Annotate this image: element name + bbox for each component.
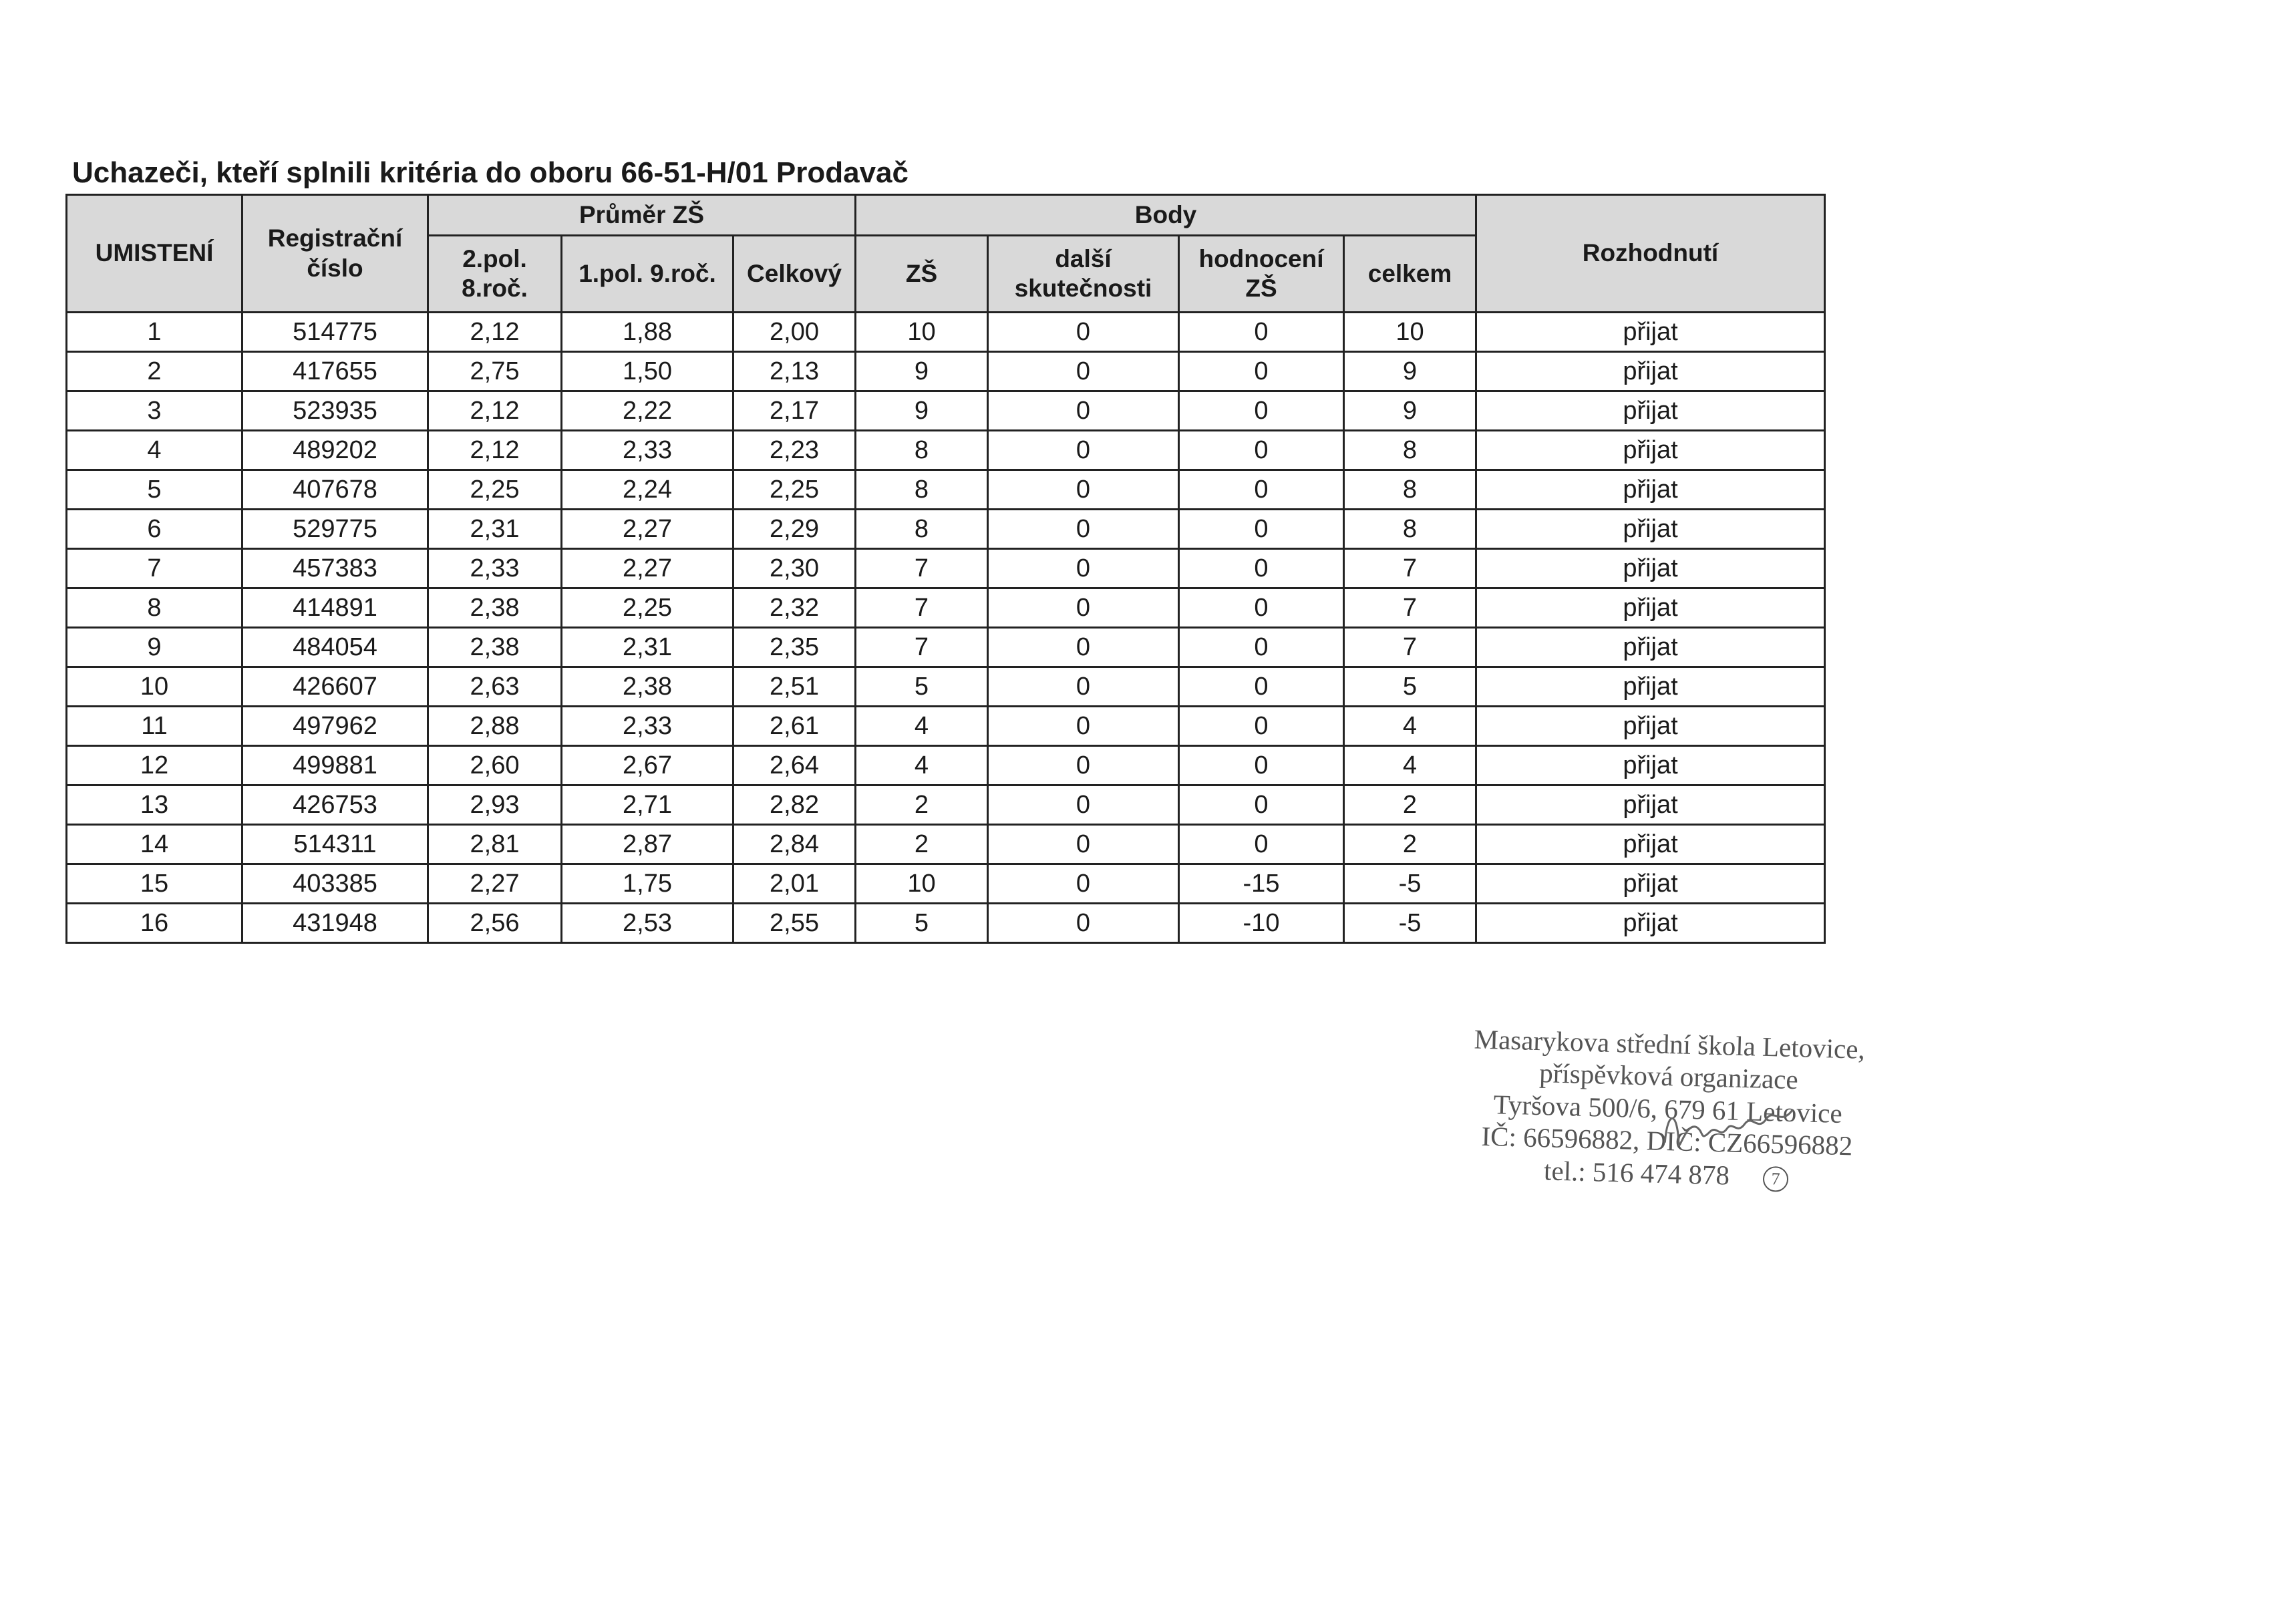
cell-body-zs: 9	[856, 391, 988, 431]
cell-body-zs: 9	[856, 352, 988, 391]
table-row	[67, 549, 1825, 588]
cell-body-dalsi: 0	[988, 825, 1179, 864]
cell-prumer-celkovy: 2,84	[733, 825, 856, 864]
cell-body-celkem: 7	[1344, 628, 1476, 667]
cell-registracni-cislo: 514775	[242, 313, 428, 352]
cell-body-celkem: 4	[1344, 707, 1476, 746]
cell-registracni-cislo: 417655	[242, 352, 428, 391]
cell-body-dalsi: 0	[988, 549, 1179, 588]
admission-results-table	[65, 194, 1826, 944]
cell-rozhodnuti: přijat	[1476, 470, 1825, 510]
cell-prumer-2pol: 2,12	[428, 313, 562, 352]
cell-body-dalsi: 0	[988, 667, 1179, 707]
cell-umisteni: 7	[67, 549, 242, 588]
cell-body-dalsi: 0	[988, 904, 1179, 943]
cell-prumer-1pol: 2,27	[562, 549, 733, 588]
cell-body-hodnoceni: 0	[1179, 510, 1344, 549]
cell-prumer-2pol: 2,75	[428, 352, 562, 391]
table-row	[67, 825, 1825, 864]
cell-prumer-2pol: 2,81	[428, 825, 562, 864]
table-row	[67, 904, 1825, 943]
cell-body-celkem: 8	[1344, 510, 1476, 549]
cell-body-hodnoceni: 0	[1179, 352, 1344, 391]
header-registracni-cislo: Registrační číslo	[242, 195, 428, 313]
cell-registracni-cislo: 514311	[242, 825, 428, 864]
cell-rozhodnuti: přijat	[1476, 785, 1825, 825]
cell-registracni-cislo: 431948	[242, 904, 428, 943]
cell-body-celkem: 2	[1344, 785, 1476, 825]
cell-body-celkem: -5	[1344, 904, 1476, 943]
cell-body-dalsi: 0	[988, 431, 1179, 470]
header-hodnoceni-zs: hodnocení ZŠ	[1179, 236, 1344, 313]
cell-prumer-1pol: 2,33	[562, 707, 733, 746]
cell-body-zs: 10	[856, 313, 988, 352]
cell-body-hodnoceni: 0	[1179, 825, 1344, 864]
cell-prumer-celkovy: 2,30	[733, 549, 856, 588]
table-row	[67, 628, 1825, 667]
stamp-phone-text: tel.: 516 474 878	[1543, 1154, 1730, 1191]
cell-body-zs: 2	[856, 825, 988, 864]
cell-umisteni: 2	[67, 352, 242, 391]
cell-body-zs: 7	[856, 628, 988, 667]
cell-prumer-2pol: 2,27	[428, 864, 562, 904]
stamp-number-circle: 7	[1763, 1166, 1789, 1192]
cell-prumer-celkovy: 2,23	[733, 431, 856, 470]
cell-body-dalsi: 0	[988, 864, 1179, 904]
cell-prumer-2pol: 2,56	[428, 904, 562, 943]
cell-body-celkem: 4	[1344, 746, 1476, 785]
table-row	[67, 313, 1825, 352]
cell-prumer-celkovy: 2,25	[733, 470, 856, 510]
cell-registracni-cislo: 426607	[242, 667, 428, 707]
cell-body-zs: 8	[856, 431, 988, 470]
cell-body-hodnoceni: 0	[1179, 707, 1344, 746]
document-title: Uchazeči, kteří splnili kritéria do oboru 66-51-H/01 Prodavač	[72, 156, 909, 189]
cell-registracni-cislo: 407678	[242, 470, 428, 510]
cell-prumer-celkovy: 2,29	[733, 510, 856, 549]
header-celkem: celkem	[1344, 236, 1476, 313]
cell-prumer-2pol: 2,12	[428, 391, 562, 431]
cell-body-celkem: 9	[1344, 352, 1476, 391]
cell-body-dalsi: 0	[988, 746, 1179, 785]
cell-body-hodnoceni: 0	[1179, 746, 1344, 785]
cell-prumer-2pol: 2,31	[428, 510, 562, 549]
cell-prumer-1pol: 2,87	[562, 825, 733, 864]
cell-prumer-2pol: 2,60	[428, 746, 562, 785]
cell-body-hodnoceni: -15	[1179, 864, 1344, 904]
cell-prumer-2pol: 2,38	[428, 628, 562, 667]
cell-prumer-celkovy: 2,51	[733, 667, 856, 707]
stamp-line-ids: IČ: 66596882, DIČ: CZ66596882	[1481, 1120, 1853, 1161]
cell-prumer-2pol: 2,88	[428, 707, 562, 746]
cell-rozhodnuti: přijat	[1476, 864, 1825, 904]
cell-rozhodnuti: přijat	[1476, 510, 1825, 549]
header-rozhodnuti: Rozhodnutí	[1476, 195, 1825, 313]
cell-umisteni: 10	[67, 667, 242, 707]
cell-prumer-celkovy: 2,82	[733, 785, 856, 825]
cell-umisteni: 11	[67, 707, 242, 746]
cell-rozhodnuti: přijat	[1476, 825, 1825, 864]
header-dalsi-skutecnosti: další skutečnosti	[988, 236, 1179, 313]
table-row	[67, 470, 1825, 510]
cell-body-hodnoceni: 0	[1179, 470, 1344, 510]
cell-body-zs: 4	[856, 707, 988, 746]
cell-body-hodnoceni: 0	[1179, 667, 1344, 707]
cell-prumer-1pol: 2,27	[562, 510, 733, 549]
cell-prumer-1pol: 2,33	[562, 431, 733, 470]
header-umisteni: UMISTENÍ	[67, 195, 242, 313]
cell-body-hodnoceni: 0	[1179, 588, 1344, 628]
cell-body-hodnoceni: 0	[1179, 785, 1344, 825]
cell-prumer-celkovy: 2,35	[733, 628, 856, 667]
cell-body-zs: 7	[856, 588, 988, 628]
cell-prumer-celkovy: 2,17	[733, 391, 856, 431]
cell-body-zs: 10	[856, 864, 988, 904]
cell-prumer-2pol: 2,93	[428, 785, 562, 825]
cell-body-dalsi: 0	[988, 628, 1179, 667]
header-1pol-9roc: 1.pol. 9.roč.	[562, 236, 733, 313]
cell-body-celkem: 9	[1344, 391, 1476, 431]
cell-body-zs: 7	[856, 549, 988, 588]
table-row	[67, 510, 1825, 549]
cell-body-celkem: 10	[1344, 313, 1476, 352]
cell-body-zs: 2	[856, 785, 988, 825]
cell-body-celkem: -5	[1344, 864, 1476, 904]
cell-prumer-1pol: 1,88	[562, 313, 733, 352]
cell-rozhodnuti: přijat	[1476, 904, 1825, 943]
cell-prumer-1pol: 2,31	[562, 628, 733, 667]
cell-body-hodnoceni: 0	[1179, 391, 1344, 431]
cell-body-dalsi: 0	[988, 588, 1179, 628]
cell-prumer-2pol: 2,25	[428, 470, 562, 510]
table-row	[67, 707, 1825, 746]
cell-body-celkem: 8	[1344, 470, 1476, 510]
cell-prumer-celkovy: 2,55	[733, 904, 856, 943]
cell-prumer-1pol: 2,67	[562, 746, 733, 785]
cell-prumer-1pol: 2,71	[562, 785, 733, 825]
cell-umisteni: 15	[67, 864, 242, 904]
cell-rozhodnuti: přijat	[1476, 313, 1825, 352]
table-body	[67, 313, 1825, 943]
cell-rozhodnuti: přijat	[1476, 549, 1825, 588]
cell-body-celkem: 8	[1344, 431, 1476, 470]
cell-rozhodnuti: přijat	[1476, 391, 1825, 431]
cell-body-zs: 5	[856, 904, 988, 943]
header-body-zs: ZŠ	[856, 236, 988, 313]
cell-body-zs: 4	[856, 746, 988, 785]
table-row	[67, 667, 1825, 707]
cell-registracni-cislo: 414891	[242, 588, 428, 628]
cell-prumer-celkovy: 2,32	[733, 588, 856, 628]
cell-prumer-celkovy: 2,13	[733, 352, 856, 391]
cell-rozhodnuti: přijat	[1476, 352, 1825, 391]
cell-body-dalsi: 0	[988, 707, 1179, 746]
cell-body-dalsi: 0	[988, 352, 1179, 391]
cell-body-zs: 5	[856, 667, 988, 707]
cell-body-celkem: 2	[1344, 825, 1476, 864]
cell-umisteni: 1	[67, 313, 242, 352]
cell-rozhodnuti: přijat	[1476, 588, 1825, 628]
cell-umisteni: 5	[67, 470, 242, 510]
cell-body-dalsi: 0	[988, 470, 1179, 510]
cell-registracni-cislo: 523935	[242, 391, 428, 431]
cell-prumer-celkovy: 2,01	[733, 864, 856, 904]
cell-registracni-cislo: 403385	[242, 864, 428, 904]
table-row	[67, 352, 1825, 391]
cell-body-celkem: 5	[1344, 667, 1476, 707]
stamp-line-school: Masarykova střední škola Letovice,	[1474, 1023, 1866, 1065]
cell-body-hodnoceni: 0	[1179, 628, 1344, 667]
cell-body-dalsi: 0	[988, 313, 1179, 352]
stamp-line-organization: příspěvková organizace	[1538, 1057, 1799, 1095]
cell-rozhodnuti: přijat	[1476, 746, 1825, 785]
cell-umisteni: 4	[67, 431, 242, 470]
cell-rozhodnuti: přijat	[1476, 707, 1825, 746]
table-row	[67, 785, 1825, 825]
cell-prumer-1pol: 2,25	[562, 588, 733, 628]
cell-umisteni: 13	[67, 785, 242, 825]
cell-umisteni: 3	[67, 391, 242, 431]
cell-body-zs: 8	[856, 510, 988, 549]
cell-prumer-celkovy: 2,61	[733, 707, 856, 746]
table-row	[67, 864, 1825, 904]
cell-prumer-2pol: 2,38	[428, 588, 562, 628]
cell-prumer-1pol: 2,24	[562, 470, 733, 510]
header-2pol-8roc: 2.pol. 8.roč.	[428, 236, 562, 313]
cell-registracni-cislo: 499881	[242, 746, 428, 785]
cell-prumer-2pol: 2,63	[428, 667, 562, 707]
header-body: Body	[856, 195, 1476, 236]
cell-prumer-1pol: 1,75	[562, 864, 733, 904]
cell-body-celkem: 7	[1344, 588, 1476, 628]
cell-body-hodnoceni: 0	[1179, 431, 1344, 470]
cell-rozhodnuti: přijat	[1476, 431, 1825, 470]
cell-umisteni: 14	[67, 825, 242, 864]
table-row	[67, 391, 1825, 431]
cell-registracni-cislo: 484054	[242, 628, 428, 667]
cell-body-hodnoceni: -10	[1179, 904, 1344, 943]
cell-registracni-cislo: 426753	[242, 785, 428, 825]
cell-umisteni: 16	[67, 904, 242, 943]
header-prumer-zs: Průměr ZŠ	[428, 195, 856, 236]
cell-body-dalsi: 0	[988, 391, 1179, 431]
table-row	[67, 588, 1825, 628]
cell-prumer-celkovy: 2,64	[733, 746, 856, 785]
header-celkovy: Celkový	[733, 236, 856, 313]
cell-umisteni: 8	[67, 588, 242, 628]
cell-prumer-2pol: 2,33	[428, 549, 562, 588]
cell-body-hodnoceni: 0	[1179, 313, 1344, 352]
cell-body-celkem: 7	[1344, 549, 1476, 588]
cell-umisteni: 6	[67, 510, 242, 549]
cell-prumer-1pol: 2,38	[562, 667, 733, 707]
cell-body-zs: 8	[856, 470, 988, 510]
cell-body-dalsi: 0	[988, 785, 1179, 825]
cell-prumer-2pol: 2,12	[428, 431, 562, 470]
cell-umisteni: 12	[67, 746, 242, 785]
cell-prumer-1pol: 2,22	[562, 391, 733, 431]
cell-registracni-cislo: 529775	[242, 510, 428, 549]
table-row	[67, 746, 1825, 785]
cell-body-dalsi: 0	[988, 510, 1179, 549]
cell-registracni-cislo: 457383	[242, 549, 428, 588]
cell-registracni-cislo: 489202	[242, 431, 428, 470]
cell-umisteni: 9	[67, 628, 242, 667]
cell-prumer-celkovy: 2,00	[733, 313, 856, 352]
stamp-line-address: Tyršova 500/6, 679 61 Letovice	[1493, 1089, 1843, 1129]
cell-prumer-1pol: 2,53	[562, 904, 733, 943]
cell-rozhodnuti: přijat	[1476, 667, 1825, 707]
cell-registracni-cislo: 497962	[242, 707, 428, 746]
cell-prumer-1pol: 1,50	[562, 352, 733, 391]
table-row	[67, 431, 1825, 470]
cell-body-hodnoceni: 0	[1179, 549, 1344, 588]
cell-rozhodnuti: přijat	[1476, 628, 1825, 667]
